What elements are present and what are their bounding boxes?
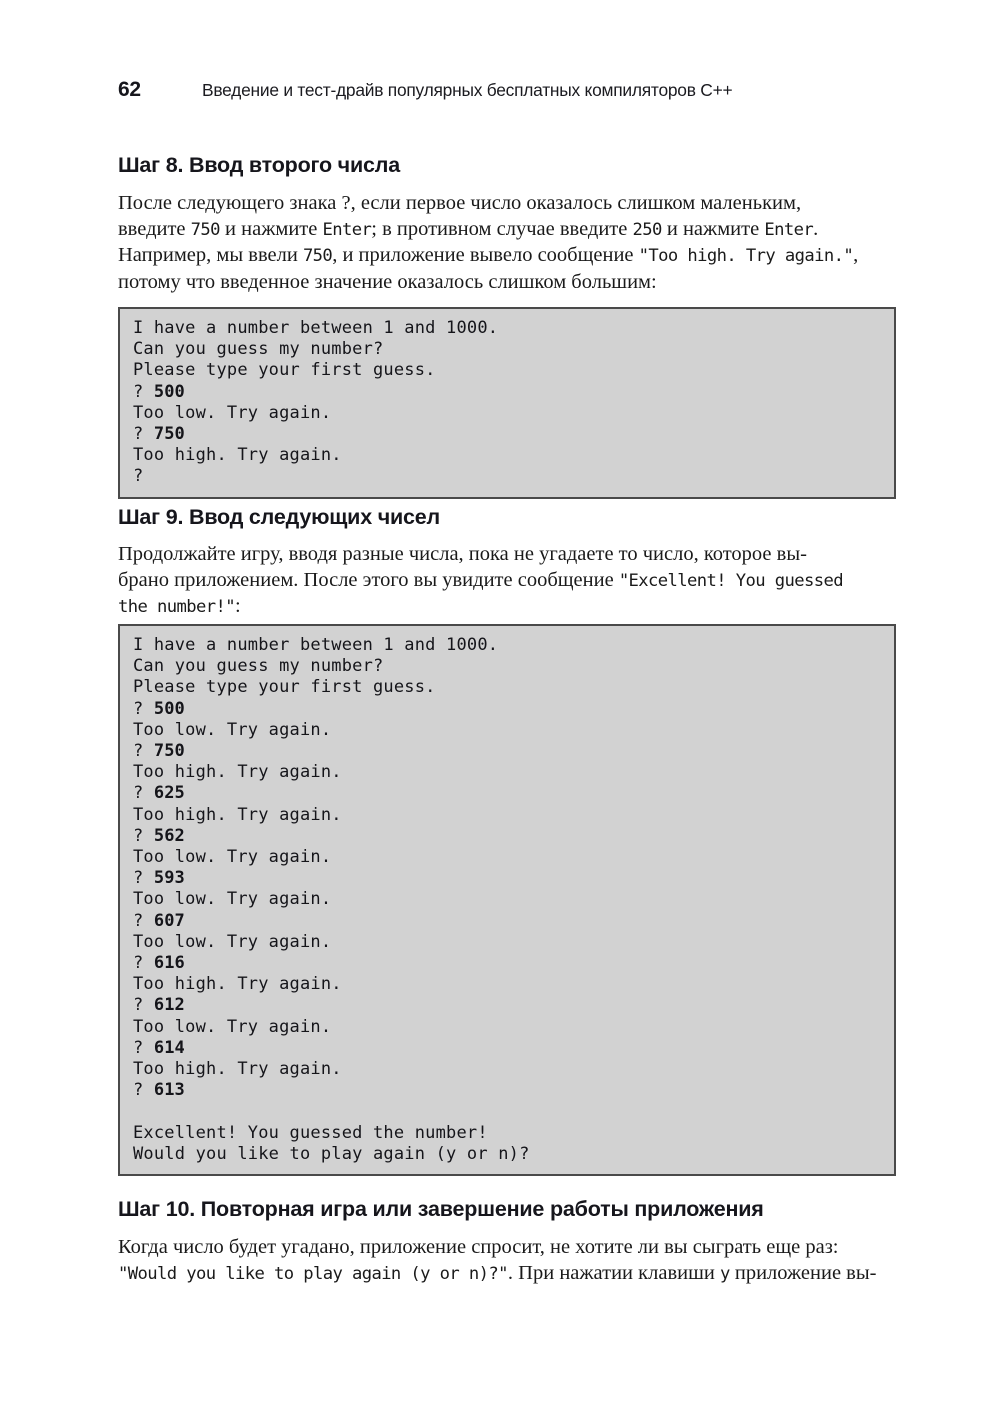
paragraph-line: После следующего знака ?, если первое число оказалось слишком маленьким, <box>118 192 802 214</box>
user-input: 750 <box>153 741 185 762</box>
paragraph-line: "Would you like to play again (y or n)?". При нажатии клавиши y приложение вы- <box>118 1261 877 1284</box>
terminal-line: Too high. Try again. <box>133 1059 342 1080</box>
user-input: 612 <box>153 995 185 1016</box>
terminal-line: ? 750 <box>133 424 185 445</box>
terminal-line: Please type your first guess. <box>133 360 436 381</box>
user-input: 607 <box>153 910 185 931</box>
terminal-line: Too low. Try again. <box>133 889 332 910</box>
terminal-output-block-1 <box>118 307 896 499</box>
terminal-line: Please type your first guess. <box>133 677 436 698</box>
paragraph-line: потому что введенное значение оказалось слишком большим: <box>118 271 657 294</box>
terminal-line: ? 593 <box>133 868 185 889</box>
inline-code: Enter <box>764 219 814 240</box>
paragraph-line: брано приложением. После этого вы увидите сообщение "Excellent! You guessed <box>118 568 844 591</box>
inline-code: y <box>719 1263 730 1284</box>
terminal-line: Too high. Try again. <box>133 974 342 995</box>
inline-code: 750 <box>190 219 220 240</box>
terminal-line: Too low. Try again. <box>133 719 332 740</box>
paragraph-line: Например, мы ввели 750, и приложение вывело сообщение "Too high. Try again.", <box>118 244 859 267</box>
user-input: 593 <box>153 868 185 889</box>
terminal-line: ? 616 <box>133 953 185 974</box>
terminal-line: Can you guess my number? <box>133 656 384 677</box>
terminal-line: ? 607 <box>133 910 185 931</box>
terminal-line: ? <box>133 466 144 487</box>
user-input: 562 <box>153 825 185 846</box>
terminal-line: ? 612 <box>133 995 185 1016</box>
heading-step-9: Шаг 9. Ввод следующих чисел <box>118 505 441 529</box>
inline-code: the number!" <box>118 597 235 618</box>
inline-code: 750 <box>302 246 333 267</box>
terminal-line: ? 625 <box>133 783 185 804</box>
paragraph-step-9 <box>118 542 902 621</box>
terminal-line: ? 500 <box>133 381 185 402</box>
terminal-line: ? 613 <box>133 1080 185 1101</box>
inline-code: "Too high. Try again." <box>638 246 854 267</box>
terminal-line: Too high. Try again. <box>133 804 342 825</box>
terminal-line: I have a number between 1 and 1000. <box>133 635 499 655</box>
terminal-line: Would you like to play again (y or n)? <box>133 1143 530 1164</box>
terminal-line: ? 562 <box>133 825 185 846</box>
terminal-line: Too high. Try again. <box>133 762 342 783</box>
inline-code: Enter <box>322 219 372 240</box>
terminal-line: Too low. Try again. <box>133 847 332 868</box>
paragraph-line: Когда число будет угадано, приложение спросит, не хотите ли вы сыграть еще раз: <box>118 1236 839 1258</box>
user-input: 625 <box>153 783 185 804</box>
terminal-line: ? 750 <box>133 741 185 762</box>
user-input: 613 <box>153 1080 185 1101</box>
terminal-line: Excellent! You guessed the number! <box>133 1122 488 1143</box>
user-input: 616 <box>153 953 185 974</box>
terminal-line: ? 500 <box>133 698 185 719</box>
terminal-line: ? 614 <box>133 1037 185 1058</box>
paragraph-step-10 <box>118 1235 902 1287</box>
paragraph-step-8 <box>118 191 902 296</box>
heading-step-8: Шаг 8. Ввод второго числа <box>118 153 400 177</box>
paragraph-line: Продолжайте игру, вводя разные числа, пока не угадаете то число, которое вы- <box>118 543 807 565</box>
terminal-line <box>133 1101 894 1122</box>
terminal-line: Too low. Try again. <box>133 931 332 952</box>
terminal-line: Can you guess my number? <box>133 339 384 360</box>
terminal-output-block-2 <box>118 624 896 1176</box>
terminal-line: Too low. Try again. <box>133 1016 332 1037</box>
user-input: 750 <box>153 424 185 445</box>
terminal-line: I have a number between 1 and 1000. <box>133 318 499 338</box>
user-input: 614 <box>153 1037 185 1058</box>
user-input: 500 <box>153 698 185 719</box>
inline-code: "Would you like to play again (y or n)?" <box>118 1263 508 1284</box>
page-number: 62 <box>118 78 141 101</box>
paragraph-line: введите 750 и нажмите Enter; в противном случае введите 250 и нажмите Enter. <box>118 217 819 240</box>
running-title: Введение и тест-драйв популярных бесплатных компиляторов C++ <box>202 80 733 100</box>
user-input: 500 <box>153 381 185 402</box>
terminal-line: Too high. Try again. <box>133 445 342 466</box>
paragraph-line: the number!": <box>118 595 241 618</box>
running-header <box>118 78 908 108</box>
heading-step-10: Шаг 10. Повторная игра или завершение работы приложения <box>118 1197 764 1221</box>
inline-code: "Excellent! You guessed <box>618 570 844 591</box>
inline-code: 250 <box>632 219 662 240</box>
terminal-line: Too low. Try again. <box>133 402 332 423</box>
